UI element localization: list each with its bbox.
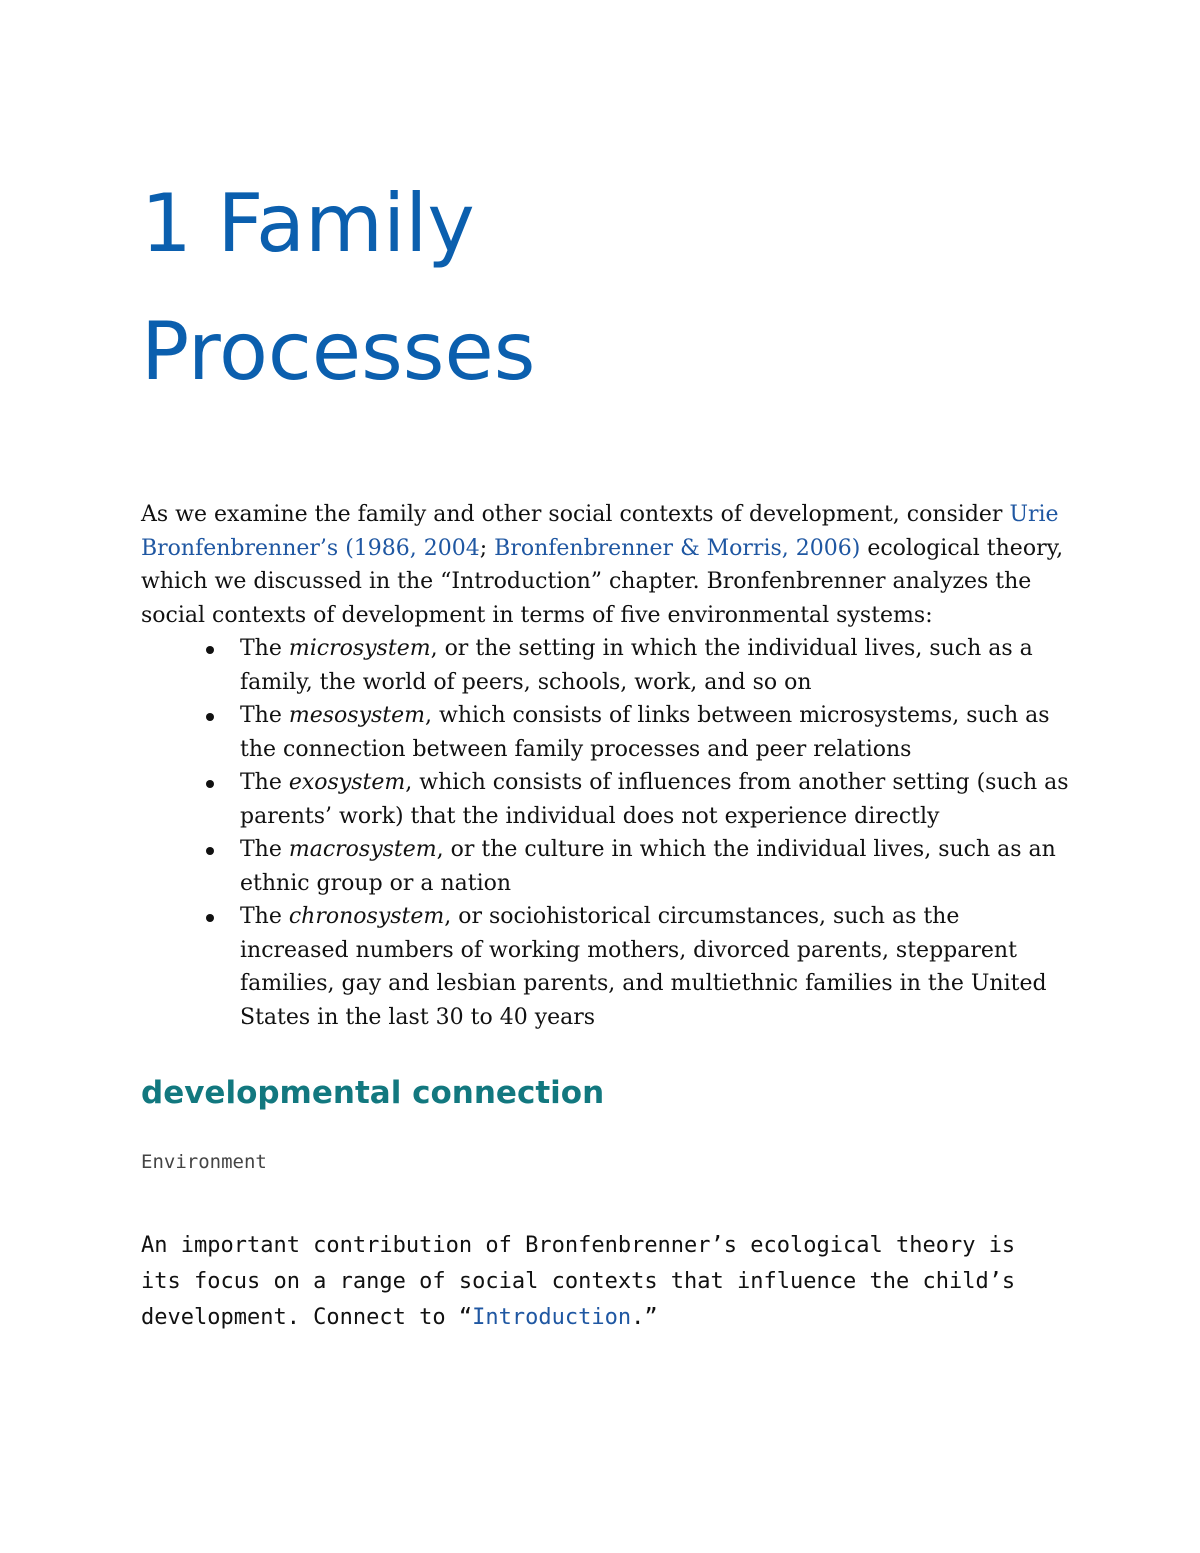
intro-text-continued: ecological theory, which we discussed in the “Introduction” chapter. Bronfenbrenner analyzes the social contexts of development in terms of five environmental systems: xyxy=(141,535,1064,628)
item-description: , which consists of links between microsystems, such as the connection between family processes and peer relations xyxy=(240,703,1050,762)
item-term: chronosystem xyxy=(288,904,445,929)
bullet-icon xyxy=(206,713,214,721)
item-term: microsystem xyxy=(288,636,431,661)
connection-text: An important contribution of Bronfenbrenner’s ecological theory is its focus on a range of social contexts that influence the child’s development. Connect to “ xyxy=(141,1233,1016,1330)
connection-paragraph xyxy=(141,1228,1051,1336)
intro-text: As we examine the family and other social contexts of development, consider xyxy=(141,502,1010,527)
bullet-icon xyxy=(206,847,214,855)
list-item xyxy=(240,632,1071,699)
item-description: , or the culture in which the individual lives, such as an ethnic group or a nation xyxy=(240,837,1056,896)
systems-list xyxy=(141,632,1071,1034)
list-item xyxy=(240,833,1071,900)
item-prefix: The xyxy=(240,904,289,929)
citation-separator: ; xyxy=(479,535,495,561)
citation-link-bronfenbrenner-morris[interactable]: Bronfenbrenner & Morris, 2006) xyxy=(494,535,861,561)
item-prefix: The xyxy=(240,703,289,728)
section-heading: developmental connection xyxy=(141,1075,605,1111)
list-item xyxy=(240,766,1071,833)
bullet-icon xyxy=(206,646,214,654)
item-prefix: The xyxy=(240,636,289,661)
item-description: , or the setting in which the individual lives, such as a family, the world of peers, schools, work, and so on xyxy=(240,636,1033,695)
item-term: exosystem xyxy=(288,770,406,795)
chapter-title: 1 Family Processes xyxy=(141,177,536,398)
item-prefix: The xyxy=(240,770,289,795)
connection-text-end: .” xyxy=(631,1305,658,1330)
item-description: , or sociohistorical circumstances, such as the increased numbers of working mothers, divorced parents, stepparent families, gay and lesbian parents, and multiethnic families in the United States in the last 30 to 40 years xyxy=(240,904,1047,1030)
item-term: mesosystem xyxy=(288,703,426,728)
document-page xyxy=(141,160,1071,1336)
list-item xyxy=(240,900,1071,1034)
introduction-link[interactable]: Introduction xyxy=(472,1305,632,1330)
citation-link-bronfenbrenner[interactable]: Urie Bronfenbrenner’s (1986, 2004 xyxy=(141,502,1059,561)
bullet-icon xyxy=(206,780,214,788)
intro-paragraph xyxy=(141,498,1071,632)
list-item xyxy=(240,699,1071,766)
section-label: Environment xyxy=(141,1151,267,1173)
item-description: , which consists of influences from another setting (such as parents’ work) that the individual does not experience directly xyxy=(240,770,1069,829)
bullet-icon xyxy=(206,914,214,922)
item-prefix: The xyxy=(240,837,289,862)
item-term: macrosystem xyxy=(288,837,437,862)
